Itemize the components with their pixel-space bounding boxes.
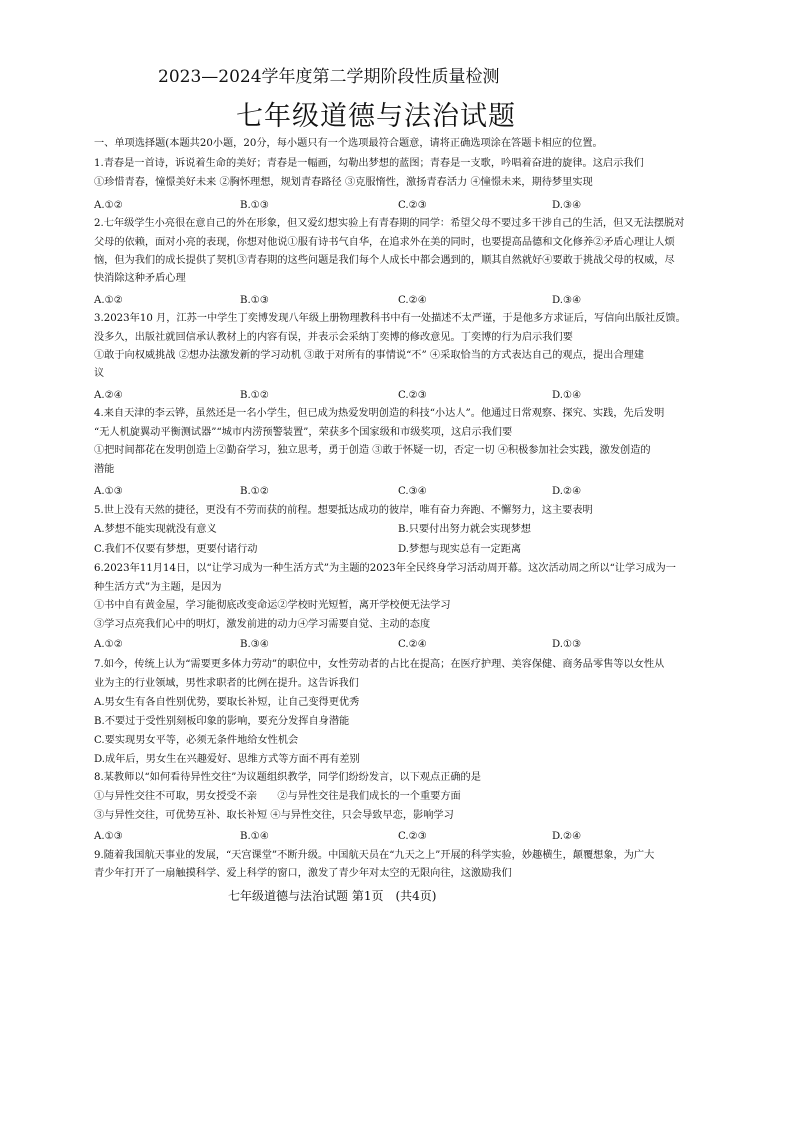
q4-line-3: ①把时间都花在发明创造上②勤奋学习，独立思考，勇于创造 ③敢于怀疑一切，否定一切 ④积极参加社会实践，激发创造的 [94,445,651,456]
q3-line-1: 3.2023年10 月，江苏一中学生丁奕博发现八年级上册物理教科书中有一处描述不太严谨，于是他多方求证后，写信向出版社反馈。 [94,313,686,324]
q3-line-4: 议 [94,368,105,379]
q8-option-a: A.①③ [94,831,123,842]
q8-stem: 8.某教师以“如何看待异性交往”为议题组织教学，同学们纷纷发言，以下观点正确的是 [94,772,481,783]
section-instruction: 一、单项选择题(本题共20小题，20分，每小题只有一个选项最符合题意，请将正确选项涂在答题卡相应的位置。 [94,138,603,149]
q7-option-b: B.不要过于受性别刻板印象的影响，要充分发挥自身潜能 [94,716,350,727]
q2-option-b: B.①③ [240,295,269,306]
q3-option-b: B.①② [240,390,269,401]
q9-line-2: 青少年打开了一扇触摸科学、爱上科学的窗口，激发了青少年对太空的无限向往，这激励我们 [94,868,512,879]
q2-line-4: 快消除这种矛盾心理 [94,273,186,284]
q8-items-2: ③与异性交往，可优势互补、取长补短 ④与异性交往，只会导致早恋，影响学习 [94,810,454,821]
q7-option-c: C.要实现男女平等，必须无条件地给女性机会 [94,735,299,746]
q4-option-d: D.②④ [552,486,582,497]
q5-option-b: B.只要付出努力就会实现梦想 [398,524,531,535]
q6-line-1: 6.2023年11月14日，以“让学习成为一种生活方式”为主题的2023年全民终身学习活动周开幕。这次活动周之所以“让学习成为一 [94,563,676,574]
q2-line-3: 恼，但为我们的成长提供了契机③青春期的这些问题是我们每个人成长中都会遇到的，顺其自然就好④要敢于挑战父母的权威，尽 [94,255,675,266]
q2-option-d: D.③④ [552,295,582,306]
q5-option-d: D.梦想与现实总有一定距离 [398,544,522,555]
q9-line-1: 9.随着我国航天事业的发展，“天宫课堂”不断升级。中国航天员在“九天之上”开展的科学实验，妙趣横生，颠覆想象，为广大 [94,850,655,861]
q1-option-b: B.①③ [240,200,269,211]
q4-line-1: 4.来自天津的李云铧，虽然还是一名小学生，但已成为热爱发明创造的科技“小达人”。他通过日常观察、探究、实践，先后发明 [94,408,665,419]
q7-line-1: 7.如今，传统上认为“需要更多体力劳动”的职位中，女性劳动者的占比在提高；在医疗护理、美容保健、商务品零售等以女性从 [94,659,665,670]
q6-option-d: D.①③ [552,639,582,650]
q8-option-b: B.①④ [240,831,269,842]
q7-line-2: 业为主的行业领域，男性求职者的比例在提升。这告诉我们 [94,678,359,689]
q5-stem: 5.世上没有天然的捷径，更没有不劳而获的前程。想要抵达成功的彼岸，唯有奋力奔跑、不懈努力，这主要表明 [94,505,593,516]
q1-stem: 1.青春是一首诗，诉说着生命的美好；青春是一幅画，勾勒出梦想的蓝图；青春是一支歌，吟唱着奋进的旋律。这启示我们 [94,158,644,169]
q6-option-c: C.②④ [398,639,427,650]
q3-line-2: 没多久，出版社就回信承认教材上的内容有误，并表示会采纳丁奕博的修改意见。丁奕博的行为启示我们要 [94,332,573,343]
q3-line-3: ①敢于向权威挑战 ②想办法激发新的学习动机 ③敢于对所有的事情说“不” ④采取恰当的方式表达自己的观点，提出合理建 [94,350,644,361]
q6-line-2: 种生活方式”为主题，是因为 [94,582,222,593]
q7-option-d: D.成年后，男女生在兴趣爱好、思维方式等方面不再有差别 [94,754,360,765]
q1-option-c: C.②③ [398,200,427,211]
q2-option-c: C.②④ [398,295,427,306]
q2-line-1: 2.七年级学生小亮很在意自己的外在形象，但又爱幻想实验上有青春期的同学：希望父母不要过多干涉自己的生活，但又无法摆脱对 [94,218,685,229]
page-footer: 七年级道德与法治试题 第1页 (共4页) [228,889,437,903]
q3-option-a: A.②④ [94,390,123,401]
q8-items-1: ①与异性交往不可取，男女授受不亲 ②与异性交往是我们成长的一个重要方面 [94,791,461,802]
q1-items: ①珍惜青春，憧憬美好未来 ②胸怀理想，规划青春路径 ③克服惰性，激扬青春活力 ④憧憬未来，期待梦里实现 [94,177,593,188]
q4-line-2: “无人机旋翼动平衡测试器”“城市内涝预警装置”，荣获多个国家级和市级奖项，这启示我们要 [94,427,513,438]
q6-option-b: B.③④ [240,639,269,650]
q5-option-c: C.我们不仅要有梦想，更要付诸行动 [94,544,258,555]
q6-line-4: ③学习点亮我们心中的明灯，激发前进的动力④学习需要自觉、主动的态度 [94,619,431,630]
q2-line-2: 父母的依赖，面对小亮的表现，你想对他说①服有诗书气自华，在追求外在美的同时，也要提高品德和文化修养②矛盾心理让人烦 [94,237,675,248]
q3-option-d: D.①④ [552,390,582,401]
q4-option-b: B.①② [240,486,269,497]
q1-option-d: D.③④ [552,200,582,211]
q5-option-a: A.梦想不能实现就没有意义 [94,524,217,535]
q8-option-c: C.②③ [398,831,427,842]
q6-option-a: A.①② [94,639,123,650]
q4-option-c: C.③④ [398,486,427,497]
q4-line-4: 潜能 [94,464,115,475]
q2-option-a: A.①② [94,295,123,306]
exam-subject-title: 七年级道德与法治试题 [236,101,516,132]
q1-option-a: A.①② [94,200,123,211]
exam-header-title: 2023—2024学年度第二学期阶段性质量检测 [158,67,500,87]
q3-option-c: C.②③ [398,390,427,401]
q6-line-3: ①书中自有黄金屋，学习能彻底改变命运②学校时光短暂，离开学校便无法学习 [94,600,451,611]
q8-option-d: D.②④ [552,831,582,842]
q4-option-a: A.①③ [94,486,123,497]
q7-option-a: A.男女生有各自性别优势，要取长补短，让自己变得更优秀 [94,697,360,708]
